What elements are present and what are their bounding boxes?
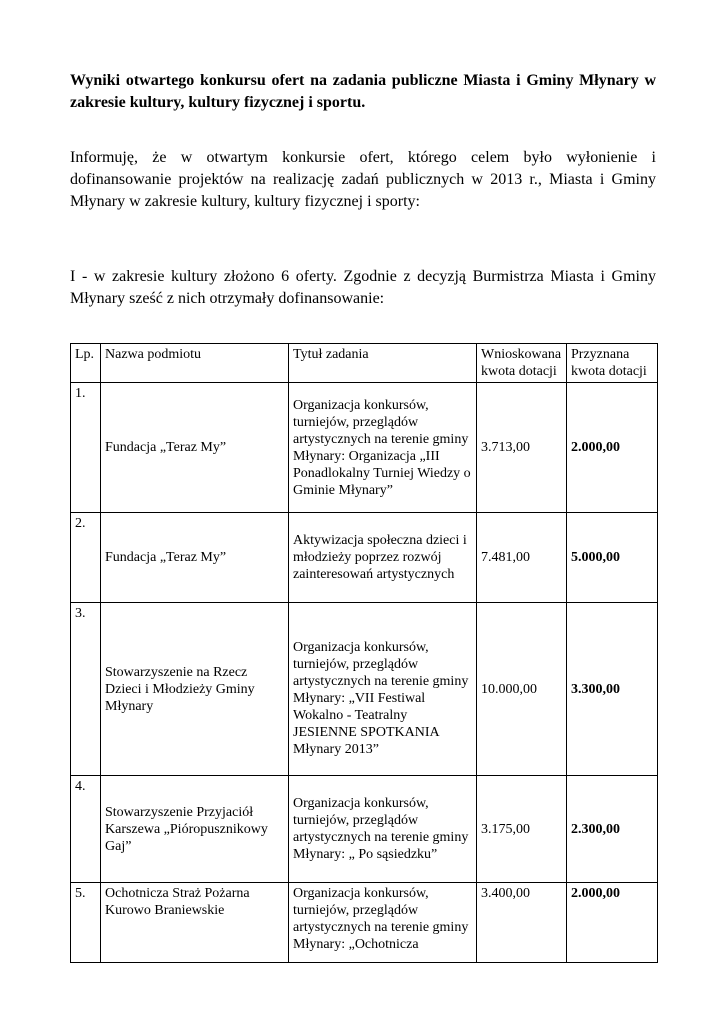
header-granted: Przyznana kwota dotacji — [567, 344, 658, 383]
cell-lp: 4. — [71, 776, 101, 883]
cell-title: Organizacja konkursów, turniejów, przeglądów artystycznych na terenie gminy Młynary: „Ochotnicza — [289, 883, 477, 963]
cell-name: Stowarzyszenie Przyjaciół Karszewa „Pióropusznikowy Gaj” — [101, 776, 289, 883]
cell-requested: 3.400,00 — [477, 883, 567, 963]
cell-requested: 7.481,00 — [477, 513, 567, 603]
table-row — [71, 883, 658, 963]
cell-requested: 3.175,00 — [477, 776, 567, 883]
document-heading: Wyniki otwartego konkursu ofert na zadania publiczne Miasta i Gminy Młynary w zakresie kultury, kultury fizycznej i sportu. — [70, 72, 656, 111]
intro-paragraph: Informuję, że w otwartym konkursie ofert, którego celem było wyłonienie i dofinansowanie projektów na realizację zadań publicznych w 2013 r., Miasta i Gminy Młynary w zakresie kultury, kultury fizycznej i sporty: — [70, 149, 656, 210]
cell-granted: 2.000,00 — [567, 883, 658, 963]
table-header-row — [71, 344, 658, 383]
header-name: Nazwa podmiotu — [101, 344, 289, 383]
table-row — [71, 603, 658, 776]
cell-title: Organizacja konkursów, turniejów, przeglądów artystycznych na terenie gminy Młynary: Organizacja „III Ponadlokalny Turniej Wiedzy o Gminie Młynary” — [289, 383, 477, 513]
cell-lp: 5. — [71, 883, 101, 963]
header-lp: Lp. — [71, 344, 101, 383]
grants-table — [70, 343, 658, 963]
table-row — [71, 513, 658, 603]
cell-requested: 10.000,00 — [477, 603, 567, 776]
table-row — [71, 383, 658, 513]
cell-name: Fundacja „Teraz My” — [101, 513, 289, 603]
cell-lp: 3. — [71, 603, 101, 776]
cell-title: Organizacja konkursów, turniejów, przeglądów artystycznych na terenie gminy Młynary: „VII Festiwal Wokalno - Teatralny JESIENNE SPOTKANIA Młynary 2013” — [289, 603, 477, 776]
cell-granted: 2.000,00 — [567, 383, 658, 513]
header-title: Tytuł zadania — [289, 344, 477, 383]
cell-name: Ochotnicza Straż Pożarna Kurowo Braniewskie — [101, 883, 289, 963]
cell-lp: 1. — [71, 383, 101, 513]
cell-granted: 5.000,00 — [567, 513, 658, 603]
section-1-paragraph: I - w zakresie kultury złożono 6 oferty. Zgodnie z decyzją Burmistrza Miasta i Gminy Młynary sześć z nich otrzymały dofinansowanie: — [70, 268, 656, 307]
cell-name: Stowarzyszenie na Rzecz Dzieci i Młodzieży Gminy Młynary — [101, 603, 289, 776]
cell-granted: 3.300,00 — [567, 603, 658, 776]
cell-title: Organizacja konkursów, turniejów, przeglądów artystycznych na terenie gminy Młynary: „ Po sąsiedzku” — [289, 776, 477, 883]
cell-name: Fundacja „Teraz My” — [101, 383, 289, 513]
cell-requested: 3.713,00 — [477, 383, 567, 513]
table-row — [71, 776, 658, 883]
cell-lp: 2. — [71, 513, 101, 603]
cell-title: Aktywizacja społeczna dzieci i młodzieży poprzez rozwój zainteresowań artystycznych — [289, 513, 477, 603]
header-requested: Wnioskowana kwota dotacji — [477, 344, 567, 383]
cell-granted: 2.300,00 — [567, 776, 658, 883]
